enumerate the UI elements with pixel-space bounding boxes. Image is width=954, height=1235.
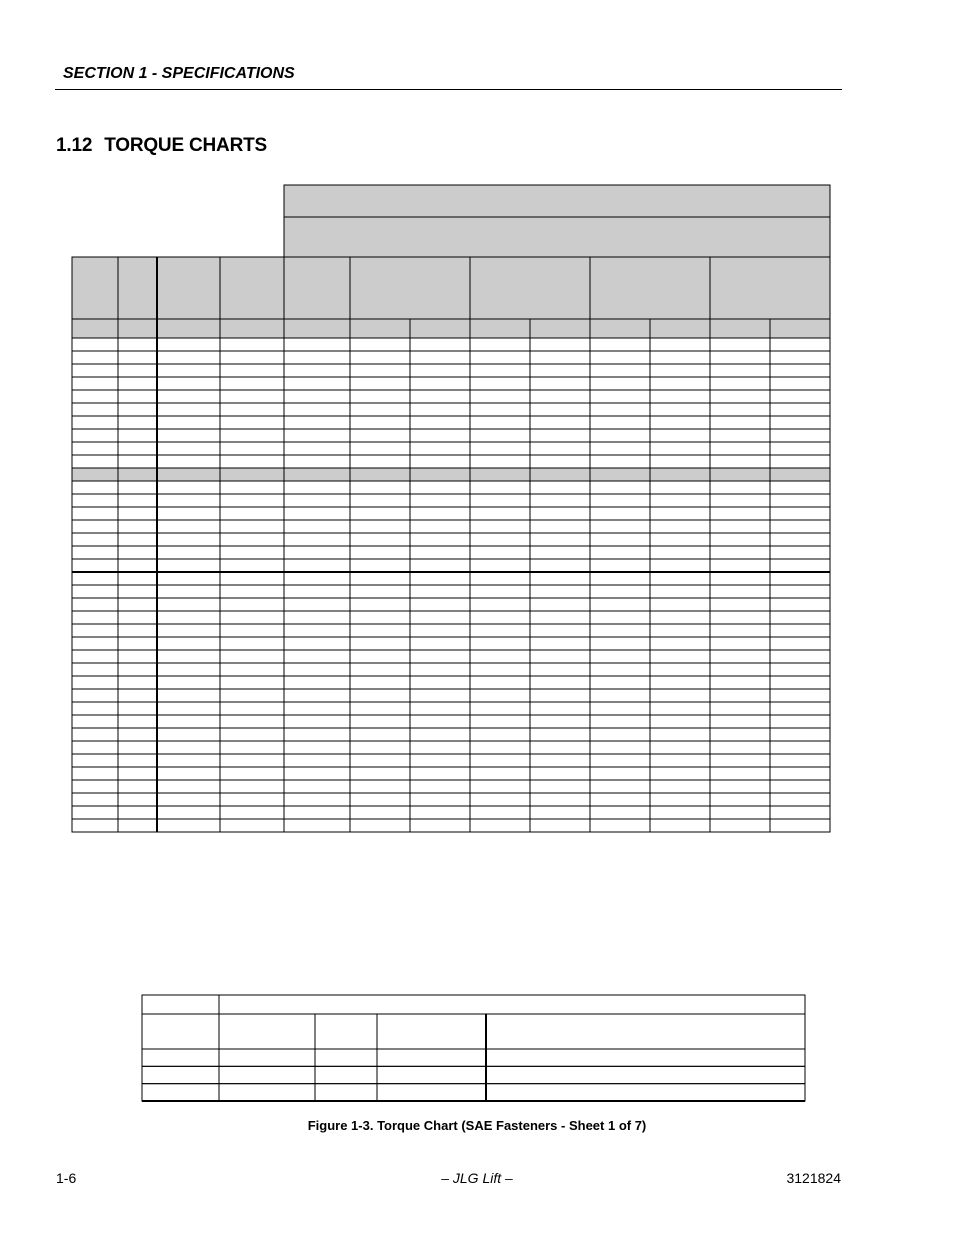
- section-number: 1.12: [56, 135, 93, 156]
- legend-cell: [142, 1084, 219, 1101]
- page-number: 1-6: [56, 1170, 77, 1186]
- legend-cell: [315, 1084, 377, 1101]
- legend-header-cell: [219, 995, 805, 1014]
- legend-cell: [142, 1049, 219, 1066]
- document-number: 3121824: [786, 1170, 841, 1186]
- legend-cell: [486, 1066, 805, 1083]
- section-title-text: TORQUE CHARTS: [104, 135, 267, 156]
- legend-cell: [486, 1049, 805, 1066]
- publisher-name: – JLG Lift –: [441, 1170, 513, 1186]
- legend-cell: [142, 1066, 219, 1083]
- legend-subheader-cell: [315, 1014, 377, 1049]
- legend-cell: [315, 1066, 377, 1083]
- legend-cell: [377, 1066, 486, 1083]
- legend-cell: [315, 1049, 377, 1066]
- legend-header-cell: [142, 995, 219, 1014]
- legend-cell: [219, 1084, 315, 1101]
- legend-subheader-cell: [486, 1014, 805, 1049]
- section-header: SECTION 1 - SPECIFICATIONS: [63, 65, 295, 82]
- figure-caption: Figure 1-3. Torque Chart (SAE Fasteners - Sheet 1 of 7): [307, 1118, 647, 1133]
- legend-cell: [486, 1084, 805, 1101]
- legend-cell: [377, 1084, 486, 1101]
- legend-cell: [377, 1049, 486, 1066]
- legend-subheader-cell: [142, 1014, 219, 1049]
- legend-subheader-cell: [377, 1014, 486, 1049]
- legend-subheader-cell: [219, 1014, 315, 1049]
- legend-cell: [219, 1049, 315, 1066]
- legend-cell: [219, 1066, 315, 1083]
